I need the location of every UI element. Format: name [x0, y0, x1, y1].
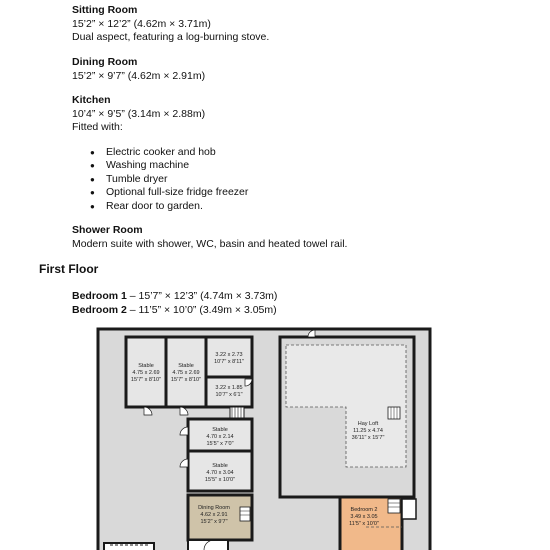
- dining-room-metric: 4.62 x 2.91: [200, 512, 228, 518]
- hayloft-imperial: 36'11" x 15'7": [351, 435, 385, 441]
- dining-room-imperial: 15'2" x 9'7": [200, 519, 228, 525]
- stable-3-imperial: 15'5" x 7'0": [206, 441, 234, 447]
- list-item: ● Electric cooker and hob: [90, 146, 248, 159]
- bedroom-1-line: [72, 290, 277, 303]
- wall-fragment: [104, 543, 154, 550]
- shower-room-title: Shower Room: [72, 224, 143, 236]
- bedroom-2-cupboard: [402, 499, 416, 519]
- kitchen-title: Kitchen: [72, 94, 111, 106]
- stable-1-metric: 4.75 x 2.69: [132, 370, 160, 376]
- kitchen-dimensions: 10’4” × 9’5” (3.14m × 2.88m): [72, 107, 206, 120]
- list-item: ● Rear door to garden.: [90, 200, 248, 213]
- list-item: ● Tumble dryer: [90, 173, 248, 186]
- stair-dining: [240, 507, 250, 521]
- bedroom-2-dimensions: – 11’5” × 10’0” (3.49m × 3.05m): [126, 303, 277, 316]
- bedroom-2-plan-metric: 3.49 x 3.05: [350, 514, 378, 520]
- first-floor-heading: First Floor: [39, 262, 99, 276]
- hayloft-label: Hay Loft: [357, 421, 379, 427]
- dining-annex: [188, 540, 228, 550]
- store-1-imperial: 10'7" x 8'11": [214, 359, 244, 365]
- store-2-metric: 3.22 x 1.85: [215, 385, 243, 391]
- stable-2-imperial: 15'7" x 8'10": [170, 377, 202, 383]
- shower-room-description: Modern suite with shower, WC, basin and heated towel rail.: [72, 237, 348, 250]
- stable-2-label: Stable: [178, 363, 194, 369]
- bedroom-2-label: Bedroom 2: [72, 303, 127, 316]
- store-2-imperial: 10'7" x 6'1": [215, 392, 243, 398]
- first-floor-plan: [96, 327, 432, 550]
- kitchen-features-list: [90, 146, 248, 213]
- kitchen-fitted-label: Fitted with:: [72, 121, 123, 133]
- stable-4-label: Stable: [212, 463, 228, 469]
- sitting-room-title: Sitting Room: [72, 4, 138, 16]
- bedroom-1-label: Bedroom 1: [72, 290, 127, 302]
- stable-4-imperial: 15'5" x 10'0": [204, 477, 236, 483]
- stable-4-metric: 4.70 x 3.04: [206, 470, 234, 476]
- stable-3-metric: 4.70 x 2.14: [206, 434, 234, 440]
- stable-1-imperial: 15'7" x 8'10": [130, 377, 162, 383]
- bedroom-1-dimensions: – 15’7” × 12’3” (4.74m × 3.73m): [126, 290, 278, 302]
- bedroom-2-plan-imperial: 11'5" x 10'0": [349, 521, 379, 527]
- store-1-metric: 3.22 x 2.73: [215, 352, 243, 358]
- stable-2-metric: 4.75 x 2.69: [172, 370, 200, 376]
- stable-3-label: Stable: [212, 427, 228, 433]
- list-item: ● Washing machine: [90, 159, 248, 172]
- dining-room-title: Dining Room: [72, 56, 138, 68]
- bedroom-2-plan-label: Bedroom 2: [350, 507, 378, 513]
- dining-room-label: Dining Room: [198, 505, 230, 511]
- sitting-room-description: Dual aspect, featuring a log-burning stove.: [72, 31, 270, 43]
- sitting-room-dimensions: 15’2” × 12’2” (4.62m × 3.71m): [72, 17, 211, 30]
- hayloft-metric: 11.25 x 4.74: [353, 428, 383, 434]
- stable-1-label: Stable: [138, 363, 154, 369]
- bedroom-2-line: [72, 304, 277, 317]
- dining-room-dimensions: 15’2” × 9’7” (4.62m × 2.91m): [72, 69, 206, 82]
- list-item: ● Optional full-size fridge freezer: [90, 186, 248, 199]
- stair-bedroom: [388, 499, 400, 513]
